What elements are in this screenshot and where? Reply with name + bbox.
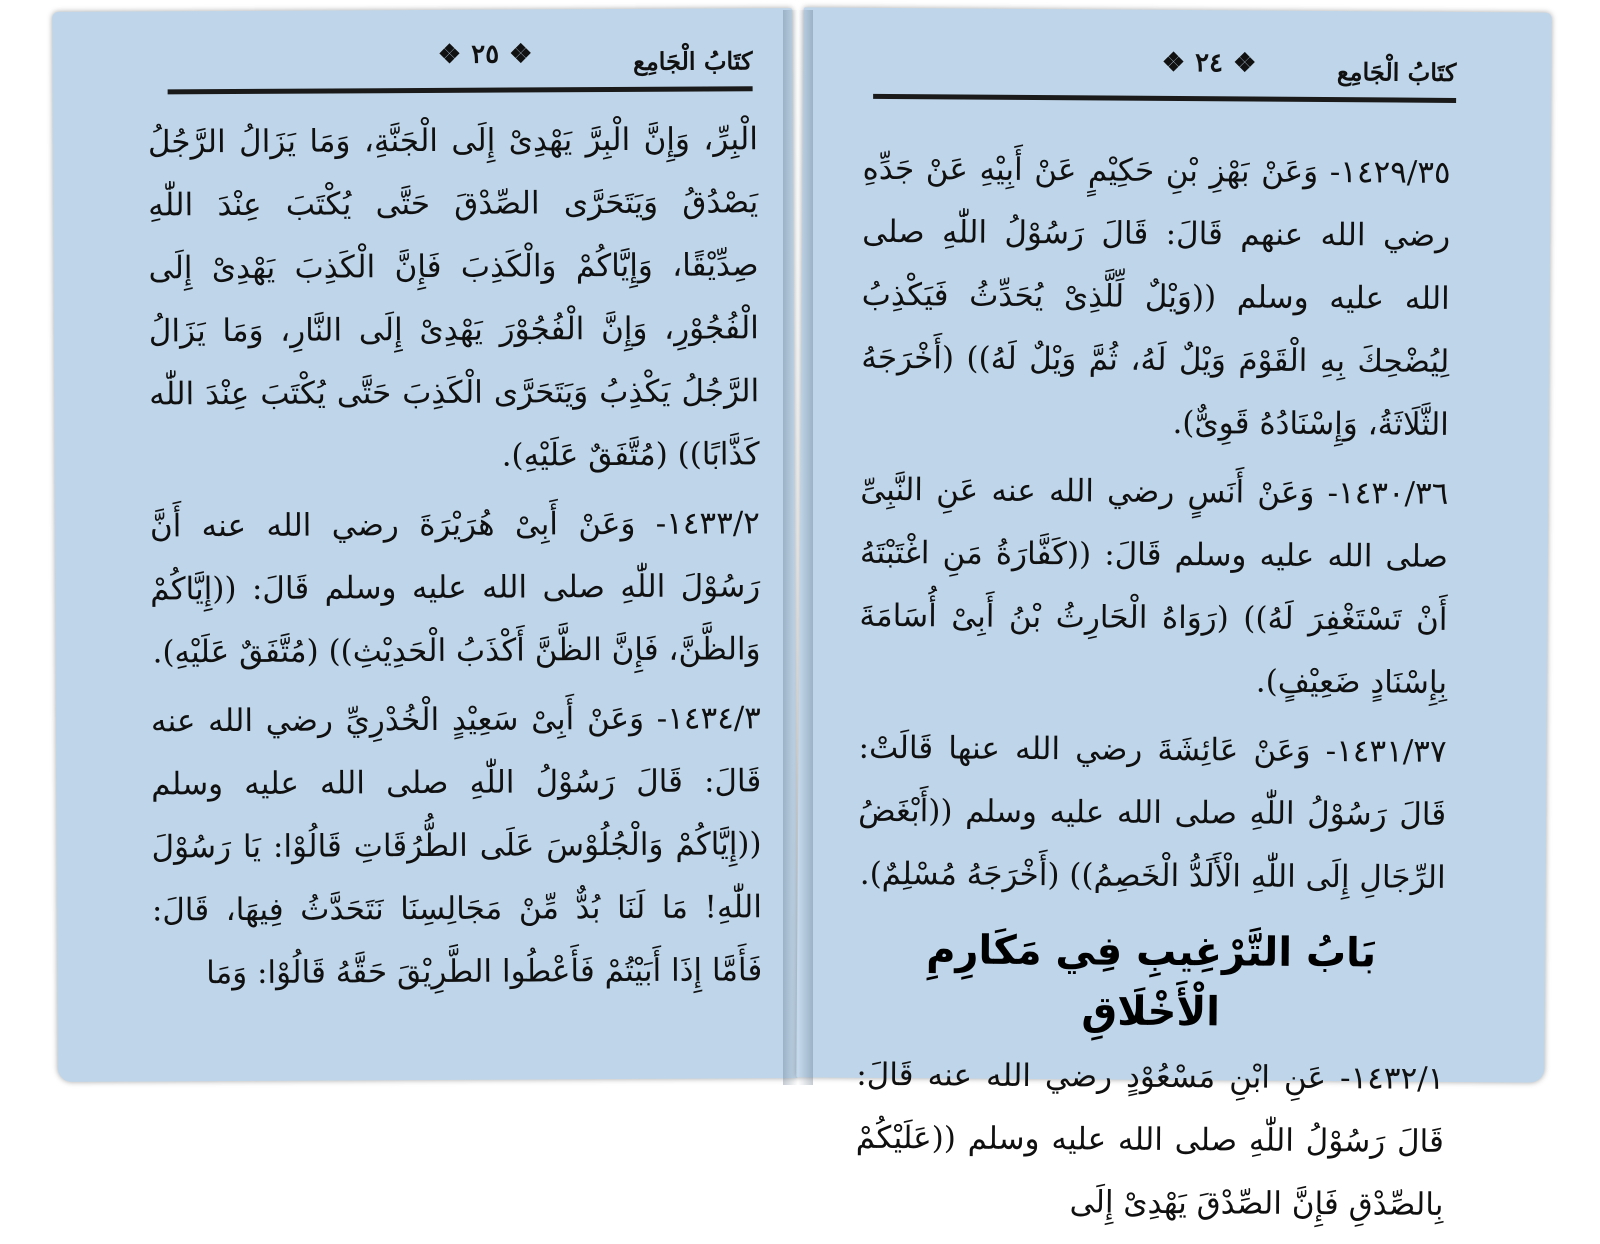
left-page-number: ٢٥ bbox=[471, 39, 500, 70]
right-page-number: ٢٤ bbox=[1195, 48, 1224, 79]
paragraph: ١٤٣٠/٣٦- وَعَنْ أَنَسٍ رضي الله عنه عَنِ النَّبِىِّ صلى الله عليه وسلم قَالَ: ((كَفَّارَةُ مَنِ اغْتَبْتَهُ أَنْ تَسْتَغْفِرَ لَهُ)) (رَوَاهُ الْحَارِثُ بْنُ أَبِىْ أُسَامَةَ بِإِسْنَادٍ ضَعِيْفٍ). bbox=[859, 471, 1449, 701]
left-page bbox=[52, 8, 798, 1082]
left-running-title: كتَابُ الْجَامِع bbox=[633, 46, 753, 76]
paragraph: ١٤٣٢/١- عَنِ ابْنِ مَسْعُوْدٍ رضي الله عنه قَالَ: قَالَ رَسُوْلُ اللّٰهِ صلى الله عليه وسلم ((عَلَيْكُمْ بِالصِّدْقِ فَإِنَّ الصِّدْقَ يَهْدِىْ إِلَى bbox=[855, 1056, 1445, 1223]
left-page-body bbox=[148, 108, 763, 1011]
ornament-icon: ❖ bbox=[1232, 48, 1257, 79]
header-rule bbox=[873, 94, 1456, 103]
right-page-body bbox=[855, 138, 1451, 1243]
ornament-icon: ❖ bbox=[1161, 47, 1186, 79]
book-gutter bbox=[783, 10, 813, 1085]
ornament-icon: ❖ bbox=[509, 39, 533, 70]
open-book bbox=[55, 10, 1555, 1223]
paragraph: ١٤٣٤/٣- وَعَنْ أَبِىْ سَعِيْدٍ الْخُدْرِيِّ رضي الله عنه قَالَ: قَالَ رَسُوْلُ اللّٰهِ صلى الله عليه وسلم ((إِيَّاكُمْ وَالْجُلُوْسَ عَلَى الطُّرُقَاتِ قَالُوْا: يَا رَسُوْلَ اللّٰهِ! مَا لَنَا بُدٌّ مِّنْ مَجَالِسِنَا نَتَحَدَّثُ فِيهَا، قَالَ: فَأَمَّا إِذَا أَبَيْتُمْ فَأَعْطُوا الطَّرِيْقَ حَقَّهُ قَالُوْا: وَمَا bbox=[150, 700, 763, 992]
right-page-number-group bbox=[1162, 48, 1257, 79]
right-page-header bbox=[873, 46, 1456, 110]
header-rule bbox=[168, 86, 753, 94]
paragraph: ١٤٢٩/٣٥- وَعَنْ بَهْزِ بْنِ حَكِيْمٍ عَنْ أَبِيْهِ عَنْ جَدِّهِ رضي الله عنهم قَالَ: قَالَ رَسُوْلُ اللّٰهِ صلى الله عليه وسلم ((وَيْلٌ لِّلَّذِىْ يُحَدِّثُ فَيَكْذِبُ لِيُضْحِكَ بِهِ الْقَوْمَ وَيْلٌ لَهُ، ثُمَّ وَيْلٌ لَهُ)) (أَخْرَجَهُ الثَّلَاثَةُ، وَإِسْنَادُهُ قَوِىٌّ). bbox=[861, 150, 1451, 443]
right-running-title: كتَابُ الْجَامِع bbox=[1336, 57, 1457, 87]
left-page-number-group bbox=[438, 39, 533, 69]
paragraph: ١٤٣٣/٢- وَعَنْ أَبِىْ هُرَيْرَةَ رضي الله عنه أَنَّ رَسُوْلَ اللّٰهِ صلى الله عليه وسلم قَالَ: ((إِيَّاكُمْ وَالظَّنَّ، فَإِنَّ الظَّنَّ أَكْذَبُ الْحَدِيْثِ)) (مُتَّفَقٌ عَلَيْهِ). bbox=[149, 505, 761, 671]
chapter-heading: بَابُ التَّرْغِيبِ فِي مَكَارِمِ الْأَخْلَاقِ bbox=[926, 927, 1377, 1036]
paragraph: ١٤٣١/٣٧- وَعَنْ عَائِشَةَ رضي الله عنها قَالَتْ: قَالَ رَسُوْلُ اللّٰهِ صلى الله عليه وسلم ((أَبْغَضُ الرِّجَالِ إِلَى اللّٰهِ الْأَلَدُّ الْخَصِمُ)) (أَخْرَجَهُ مُسْلِمٌ). bbox=[858, 729, 1447, 896]
ornament-icon: ❖ bbox=[437, 39, 462, 70]
paragraph: الْبِرِّ، وَإِنَّ الْبِرَّ يَهْدِىْ إِلَى الْجَنَّةِ، وَمَا يَزَالُ الرَّجُلُ يَصْدُقُ وَيَتَحَرَّى الصِّدْقَ حَتَّى يُكْتَبَ عِنْدَ اللّٰهِ صِدِّيْقًا، وَإِيَّاكُمْ وَالْكَذِبَ فَإِنَّ الْكَذِبَ يَهْدِىْ إِلَى الْفُجُوْرِ، وَإِنَّ الْفُجُوْرَ يَهْدِىْ إِلَى النَّارِ، وَمَا يَزَالُ الرَّجُلُ يَكْذِبُ وَيَتَحَرَّى الْكَذِبَ حَتَّى يُكْتَبَ عِنْدَ اللّٰه كَذَّابًا)) (مُتَّفَقٌ عَلَيْهِ). bbox=[147, 121, 760, 474]
left-page-header bbox=[167, 38, 752, 101]
right-page bbox=[796, 7, 1551, 1223]
